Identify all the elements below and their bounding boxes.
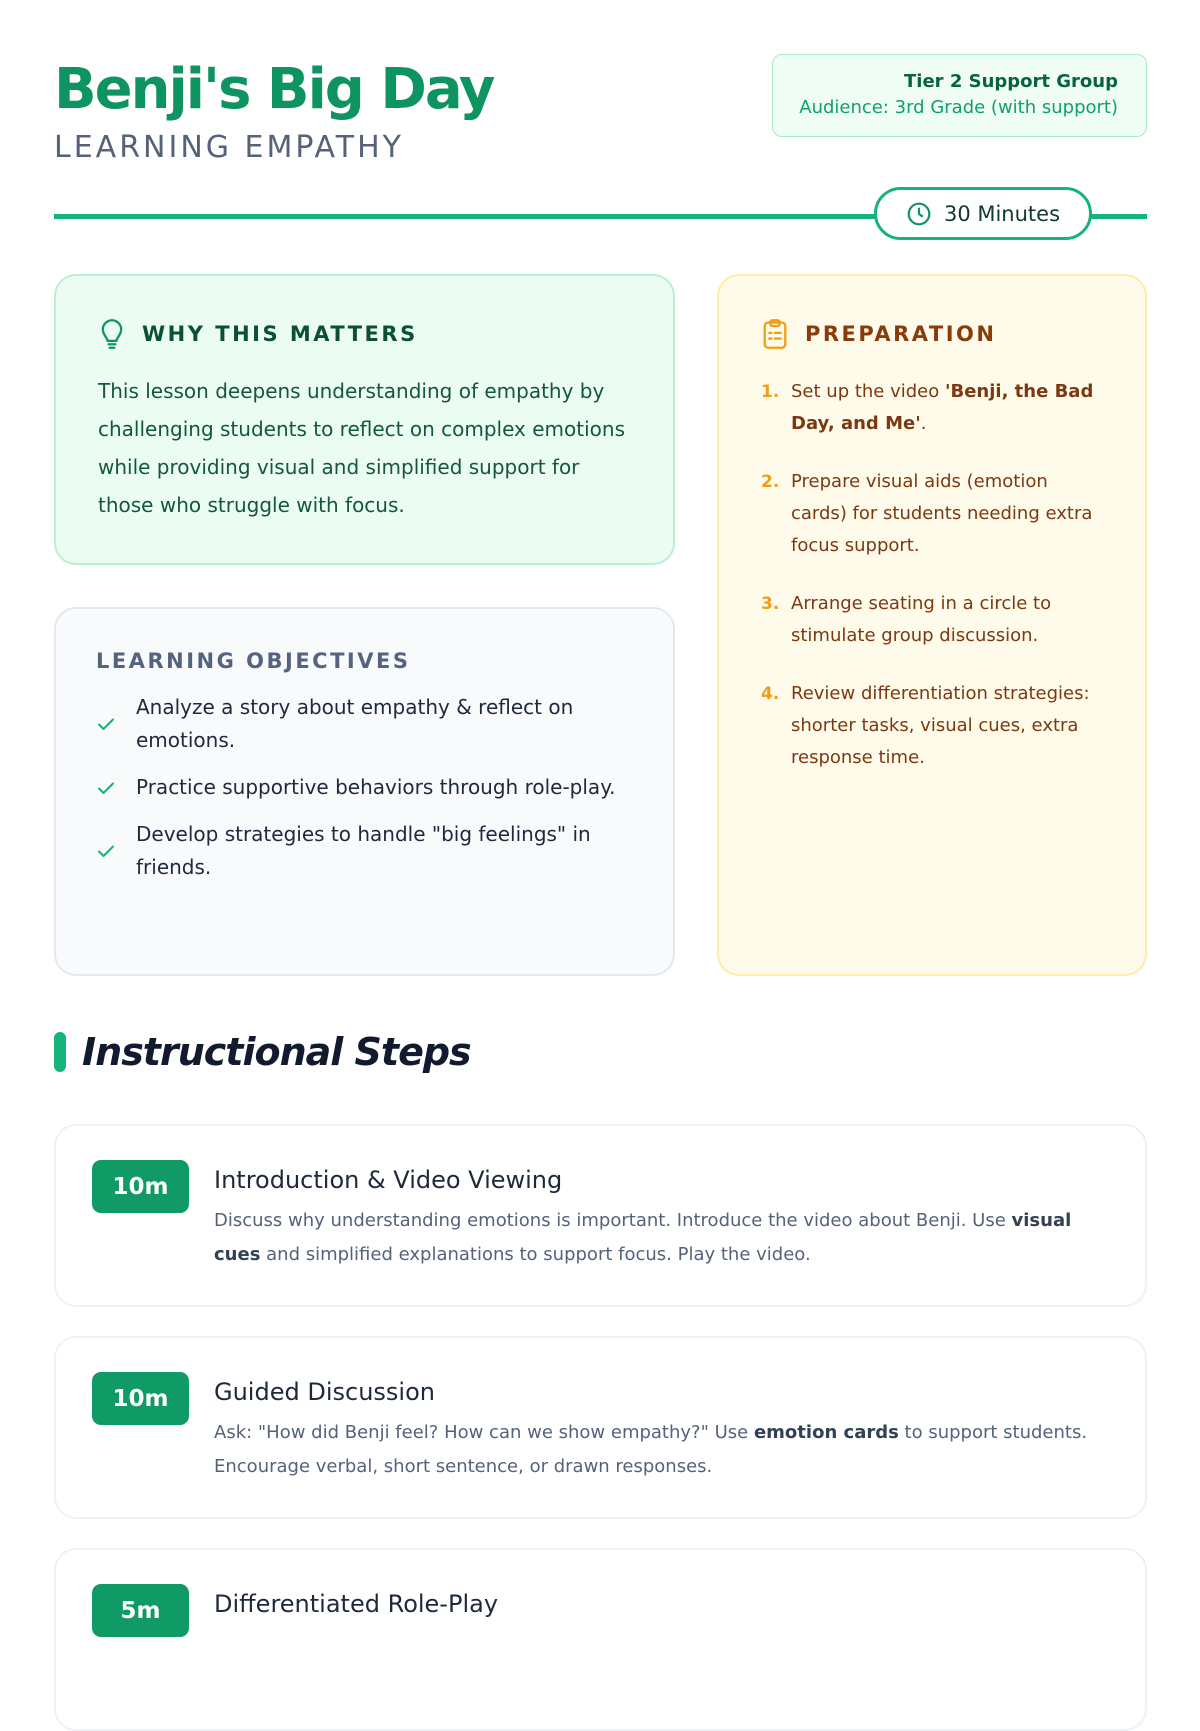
steps-heading: Instructional Steps: [82, 1030, 471, 1074]
preparation-text: Prepare visual aids (emotion cards) for students needing extra focus support.: [791, 471, 1093, 556]
step-title: Introduction & Video Viewing: [214, 1166, 563, 1194]
preparation-text: Arrange seating in a circle to stimulate group discussion.: [791, 593, 1052, 646]
preparation-number: 3.: [761, 594, 780, 614]
step-title: Guided Discussion: [214, 1378, 435, 1406]
checkmark-icon: [96, 778, 116, 798]
audience-label: Audience: 3rd Grade (with support): [799, 97, 1118, 118]
objective-item: [96, 691, 637, 757]
why-body: This lesson deepens understanding of empathy by challenging students to reflect on complex emotions while providing visual and simplified support for those who struggle with focus.: [98, 379, 625, 517]
checkmark-icon: [96, 841, 116, 861]
objective-item: [96, 818, 637, 884]
preparation-text: Set up the video 'Benji, the Bad Day, and Me'.: [791, 381, 1094, 434]
preparation-item: [761, 376, 1109, 440]
step-description: Discuss why understanding emotions is important. Introduce the video about Benji. Use visual cues and simplified explanations to support focus. Play the video.: [214, 1210, 1072, 1265]
objectives-heading: LEARNING OBJECTIVES: [96, 649, 411, 673]
lightbulb-icon: [98, 318, 126, 350]
why-heading: WHY THIS MATTERS: [142, 322, 418, 346]
heading-accent-bar: [54, 1032, 66, 1072]
instructional-steps-heading: [54, 1030, 471, 1074]
objectives-list: [96, 691, 637, 884]
preparation-number: 2.: [761, 472, 780, 492]
step-time-badge: 10m: [92, 1372, 189, 1425]
page-subtitle: LEARNING EMPATHY: [54, 130, 404, 165]
step-description: Ask: "How did Benji feel? How can we show empathy?" Use emotion cards to support students. Encourage verbal, short sentence, or drawn responses.: [214, 1422, 1088, 1477]
audience-box: [772, 54, 1147, 137]
objective-item: [96, 771, 637, 804]
duration-label: 30 Minutes: [943, 201, 1061, 226]
clock-icon: [906, 201, 932, 227]
step-time-badge: 5m: [92, 1584, 189, 1637]
learning-objectives-card: [54, 607, 675, 976]
preparation-heading: PREPARATION: [805, 322, 997, 346]
preparation-number: 1.: [761, 382, 780, 402]
preparation-list: [761, 376, 1109, 774]
preparation-item: [761, 678, 1109, 774]
step-card: [54, 1336, 1147, 1519]
why-this-matters-card: [54, 274, 675, 565]
step-card: [54, 1548, 1147, 1731]
preparation-item: [761, 466, 1109, 562]
duration-pill: [874, 187, 1092, 240]
support-group-label: Tier 2 Support Group: [904, 71, 1118, 92]
preparation-text: Review differentiation strategies: shorter tasks, visual cues, extra response time.: [791, 683, 1090, 768]
page-title: Benji's Big Day: [54, 57, 494, 122]
clipboard-icon: [761, 318, 789, 350]
objective-text: Analyze a story about empathy & reflect on emotions.: [136, 695, 574, 752]
preparation-card: [717, 274, 1147, 976]
preparation-item: [761, 588, 1109, 652]
lesson-header: [54, 52, 1147, 172]
objective-text: Practice supportive behaviors through role-play.: [136, 775, 616, 799]
step-time-badge: 10m: [92, 1160, 189, 1213]
preparation-number: 4.: [761, 684, 780, 704]
checkmark-icon: [96, 714, 116, 734]
objective-text: Develop strategies to handle "big feelings" in friends.: [136, 822, 591, 879]
step-title: Differentiated Role-Play: [214, 1590, 499, 1618]
step-card: [54, 1124, 1147, 1307]
